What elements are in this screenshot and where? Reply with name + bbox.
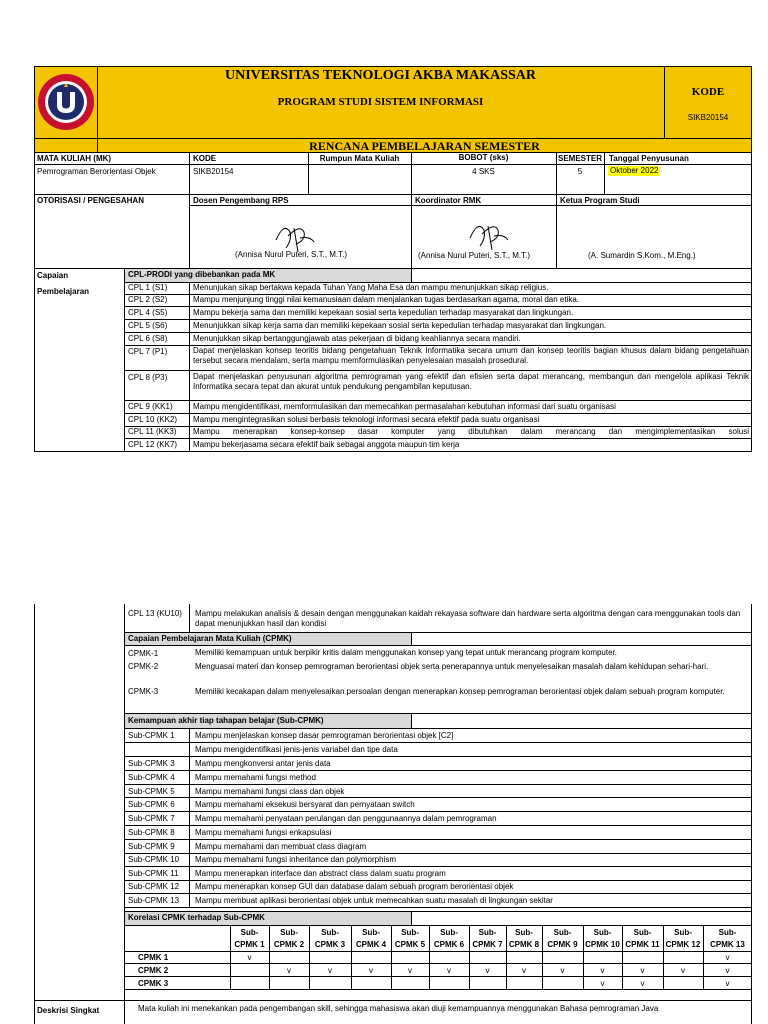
korelasi-mark: v <box>485 966 490 975</box>
cpl-code: CPL 9 (KK1) <box>128 402 173 411</box>
cpmk-code: CPMK-1 <box>128 649 159 658</box>
label-rumpun: Rumpun Mata Kuliah <box>319 154 400 163</box>
subcpmk-code: Sub-CPMK 7 <box>128 814 175 823</box>
korelasi-mark: v <box>287 966 291 975</box>
capaian-label-1: Capaian <box>37 271 69 280</box>
korelasi-mark: v <box>681 966 685 975</box>
korelasi-mark: v <box>600 979 605 988</box>
korelasi-col-prefix: Sub- <box>515 928 533 937</box>
cpl-code: CPL 6 (S8) <box>128 334 168 343</box>
cpl-header: CPL-PRODI yang dibebankan pada MK <box>128 270 276 279</box>
cpl-code: CPL 11 (KK3) <box>128 427 177 436</box>
university-name: UNIVERSITAS TEKNOLOGI AKBA MAKASSAR <box>224 68 537 83</box>
korelasi-mark: v <box>725 966 730 975</box>
cpmk-code: CPMK-2 <box>128 662 159 671</box>
subcpmk-text: Mampu memahami eksekusi bersyarat dan pernyataan switch <box>195 800 415 809</box>
korelasi-mark: v <box>328 966 332 975</box>
label-bobot: BOBOT (sks) <box>458 153 509 162</box>
subcpmk-text: Mampu memahami fungsi class dan objek <box>195 787 345 796</box>
kaprodi-label: Ketua Program Studi <box>560 196 640 205</box>
program-name: PROGRAM STUDI SISTEM INFORMASI <box>277 96 484 108</box>
korelasi-mark: v <box>447 966 451 975</box>
cpl-code: CPL 5 (S6) <box>128 321 168 330</box>
subcpmk-text: Mampu memahami penyataan perulangan dan penggunaannya dalam pemrograman <box>195 814 497 823</box>
koordinator-label: Koordinator RMK <box>415 196 482 205</box>
korelasi-col: CPMK 8 <box>508 940 540 949</box>
subcpmk-text: Mampu menerapkan konsep GUI dan database dalam sebuah program berorientasi objek <box>195 882 514 891</box>
cpmk-text: Memiliki kecakapan dalam menyelesaikan persoalan dengan menerapkan konsep pemrograman berorientasi objek dalam sebuah program komputer. <box>195 687 725 696</box>
korelasi-col-prefix: Sub- <box>321 928 339 937</box>
korelasi-col-prefix: Sub- <box>362 928 380 937</box>
value-bobot: 4 SKS <box>472 167 495 176</box>
cpl-text: Mampu bekerja sama dan memiliki kepekaan sosial serta kepedulian terhadap masyarakat dan lingkungan. <box>193 308 574 317</box>
value-kode: SIKB20154 <box>193 167 234 176</box>
subcpmk-code: Sub-CPMK 11 <box>128 869 179 878</box>
cpl-text: Mampu mengidentifikasi, memformulasikan dan memecahkan permasalahan kebutuhan informasi dari suatu organisasi <box>193 402 616 411</box>
subcpmk-text: Mampu memahami fungsi method <box>195 773 316 782</box>
subcpmk-code: Sub-CPMK 3 <box>128 759 175 768</box>
cpl-code: CPL 2 (S2) <box>128 295 168 304</box>
dosen-name: (Annisa Nurul Puteri, S.T., M.T.) <box>235 250 348 259</box>
cpmk-code: CPMK-3 <box>128 687 159 696</box>
cpl-text: Dapat menjelaskan penyusunan algoritma pemrograman yang efektif dan efisien serta dapat merancang, membangun dan mengelola aplikasi Teknik Informatika secara tepat dan akurat untuk pendukung pengambilan keputusan. <box>193 372 749 391</box>
cpl-code: CPL 4 (S5) <box>128 308 168 317</box>
korelasi-col: CPMK 9 <box>547 940 578 949</box>
koordinator-name: (Annisa Nurul Puteri, S.T., M.T.) <box>418 251 531 260</box>
subcpmk-code: Sub-CPMK 10 <box>128 855 180 864</box>
cpl-text: Mampu melakukan analisis & desain dengan menggunakan kaidah rekayasa software dan hardware serta algoritma dengan cara menggunakan tools dan dapat menunjukkan hasil dan kondisi <box>195 609 741 628</box>
kode-label: KODE <box>691 86 725 98</box>
cpmk-text: Menguasai materi dan konsep pemrograman berorientasi objek serta penerapannya untuk menyelesaikan masalah dalam kehidupan sehari-hari. <box>195 662 709 671</box>
cpl-code: CPL 13 (KU10) <box>128 609 182 618</box>
kaprodi-name: (A. Sumardin S.Kom., M.Eng.) <box>588 251 696 260</box>
korelasi-mark: v <box>522 966 526 975</box>
korelasi-col: CPMK 2 <box>273 940 305 949</box>
korelasi-row-label: CPMK 1 <box>138 953 169 962</box>
korelasi-col: CPMK 10 <box>585 940 620 949</box>
label-kode: KODE <box>193 154 217 163</box>
korelasi-row-label: CPMK 2 <box>138 966 169 975</box>
cpl-text: Menunjukkan sikap bertanggungjawab atas pekerjaan di bidang keahliannya secara mandiri. <box>193 334 521 343</box>
korelasi-col: CPMK 12 <box>665 940 701 949</box>
korelasi-col-prefix: Sub- <box>674 928 692 937</box>
deskripsi-label: Deskrisi Singkat <box>37 1006 100 1015</box>
label-tanggal: Tanggal Penyusunan <box>609 154 689 163</box>
korelasi-col-prefix: Sub- <box>718 928 737 937</box>
subcpmk-code: Sub-CPMK 8 <box>128 828 175 837</box>
korelasi-col-prefix: Sub- <box>593 928 612 937</box>
cpmk-text: Memiliki kemampuan untuk berpikir kritis dalam menggunakan konsep yang tepat untuk merancang program komputer. <box>195 648 617 657</box>
korelasi-col: CPMK 11 <box>625 940 660 949</box>
korelasi-mark: v <box>725 979 730 988</box>
dosen-pengembang-label: Dosen Pengembang RPS <box>193 196 289 205</box>
subcpmk-text: Mampu membuat aplikasi berorientasi objek untuk memecahkan suatu masalah di lingkungan sekitar <box>195 896 553 905</box>
cpl-text: Menunjukan sikap bertakwa kepada Tuhan Yang Maha Esa dan mampu menunjukkan sikap religius. <box>193 283 549 292</box>
university-logo <box>37 73 95 131</box>
cpl-code: CPL 7 (P1) <box>128 347 168 356</box>
subcpmk-code: Sub-CPMK 5 <box>128 787 175 796</box>
cpl-code: CPL 10 (KK2) <box>128 415 178 424</box>
korelasi-mark: v <box>640 979 645 988</box>
korelasi-col: CPMK 4 <box>355 940 387 949</box>
value-semester: 5 <box>577 167 583 176</box>
subcpmk-code: Sub-CPMK 9 <box>128 842 175 851</box>
korelasi-col-prefix: Sub- <box>633 928 652 937</box>
subcpmk-code: Sub-CPMK 4 <box>128 773 175 782</box>
korelasi-col: CPMK 6 <box>433 940 465 949</box>
doc-title: RENCANA PEMBELAJARAN SEMESTER <box>309 139 540 153</box>
subcpmk-code: Sub-CPMK 12 <box>128 882 180 891</box>
korelasi-col-prefix: Sub- <box>478 928 497 937</box>
subcpmk-text: Mampu memahami fungsi inheritance dan polymorphism <box>195 855 396 864</box>
cpl-text: Mampu menjunjung tinggi nilai kemanusiaan dalam menjalankan tugas berdasarkan agama, moral dan etika. <box>193 295 580 304</box>
korelasi-mark: v <box>247 953 252 962</box>
subcpmk-text: Mampu menerapkan interface dan abstract class dalam suatu program <box>195 869 446 878</box>
korelasi-col-prefix: Sub- <box>440 928 458 937</box>
cpl-text: Mampu bekerjasama secara efektif baik sebagai anggota maupun tim kerja <box>193 440 460 449</box>
kode-value: SIKB20154 <box>687 113 729 122</box>
korelasi-col: CPMK 13 <box>710 940 745 949</box>
value-tanggal: Oktober 2022 <box>610 166 659 175</box>
subcpmk-header: Kemampuan akhir tiap tahapan belajar (Sub-CPMK) <box>128 716 324 725</box>
cpl-code: CPL 8 (P3) <box>128 373 168 382</box>
korelasi-mark: v <box>725 953 730 962</box>
cpl-text: Dapat menjelaskan konsep teoritis bidang pengetahuan Teknik Informatika secara umum dan konsep teoritis bagian khusus dalam bidang pengetahuan tersebut secara mendalam, serta mampu memformulasikan penyelesaian masalah prosedural. <box>193 346 749 365</box>
subcpmk-code: Sub-CPMK 1 <box>128 731 175 740</box>
korelasi-header: Korelasi CPMK terhadap Sub-CPMK <box>128 913 265 922</box>
korelasi-col: CPMK 5 <box>394 940 426 949</box>
subcpmk-text: Mampu mengidentifikasi jenis-jenis variabel dan tipe data <box>195 745 398 754</box>
cpl-text: Menunjukkan sikap kerja sama dan memiliki kepekaan sosial serta kepedulian terhadap masyarakat dan lingkungan. <box>193 321 607 330</box>
korelasi-col-prefix: Sub- <box>240 928 259 937</box>
label-semester: SEMESTER <box>557 154 602 163</box>
korelasi-mark: v <box>408 966 412 975</box>
korelasi-col: CPMK 7 <box>472 940 503 949</box>
subcpmk-code: Sub-CPMK 6 <box>128 800 175 809</box>
korelasi-mark: v <box>560 966 565 975</box>
subcpmk-text: Mampu menjelaskan konsep dasar pemrograman berorientasi objek [C2] <box>195 731 454 740</box>
capaian-label-2: Pembelajaran <box>37 287 90 296</box>
cpl-code: CPL 12 (KK7) <box>128 440 178 449</box>
cpl-text: Mampu mengintegrasikan solusi berbasis teknologi informasi secara efektif pada suatu organisasi <box>193 415 540 424</box>
korelasi-mark: v <box>369 966 373 975</box>
deskripsi-text: Mata kuliah ini menekankan pada pengembangan skill, sehingga mahasiswa akan diuji kemampuannya menggunakan Bahasa pemrograman Java <box>138 1004 659 1013</box>
korelasi-col: CPMK 1 <box>234 940 265 949</box>
label-mata-kuliah: MATA KULIAH (MK) <box>37 154 112 163</box>
korelasi-col-prefix: Sub- <box>553 928 572 937</box>
korelasi-row-label: CPMK 3 <box>138 979 169 988</box>
value-mata-kuliah: Pemrograman Berorientasi Objek <box>37 167 156 176</box>
korelasi-mark: v <box>600 966 605 975</box>
subcpmk-text: Mampu mengkonversi antar jenis data <box>195 759 331 768</box>
cpmk-header: Capaian Pembelajaran Mata Kuliah (CPMK) <box>128 634 292 643</box>
korelasi-col-prefix: Sub- <box>280 928 298 937</box>
korelasi-col: CPMK 3 <box>314 940 346 949</box>
subcpmk-code: Sub-CPMK 13 <box>128 896 180 905</box>
subcpmk-text: Mampu memahami dan membuat class diagram <box>195 842 367 851</box>
korelasi-mark: v <box>640 966 645 975</box>
otorisasi-label: OTORISASI / PENGESAHAN <box>37 196 144 205</box>
korelasi-col-prefix: Sub- <box>401 928 419 937</box>
subcpmk-text: Mampu memahami fungsi enkapsulasi <box>195 828 332 837</box>
cpl-text: Mampu menerapkan konsep-konsep dasar komputer yang dibutuhkan dalam merancang dan mengimplementasikan solusi <box>193 427 749 436</box>
cpl-code: CPL 1 (S1) <box>128 283 168 292</box>
